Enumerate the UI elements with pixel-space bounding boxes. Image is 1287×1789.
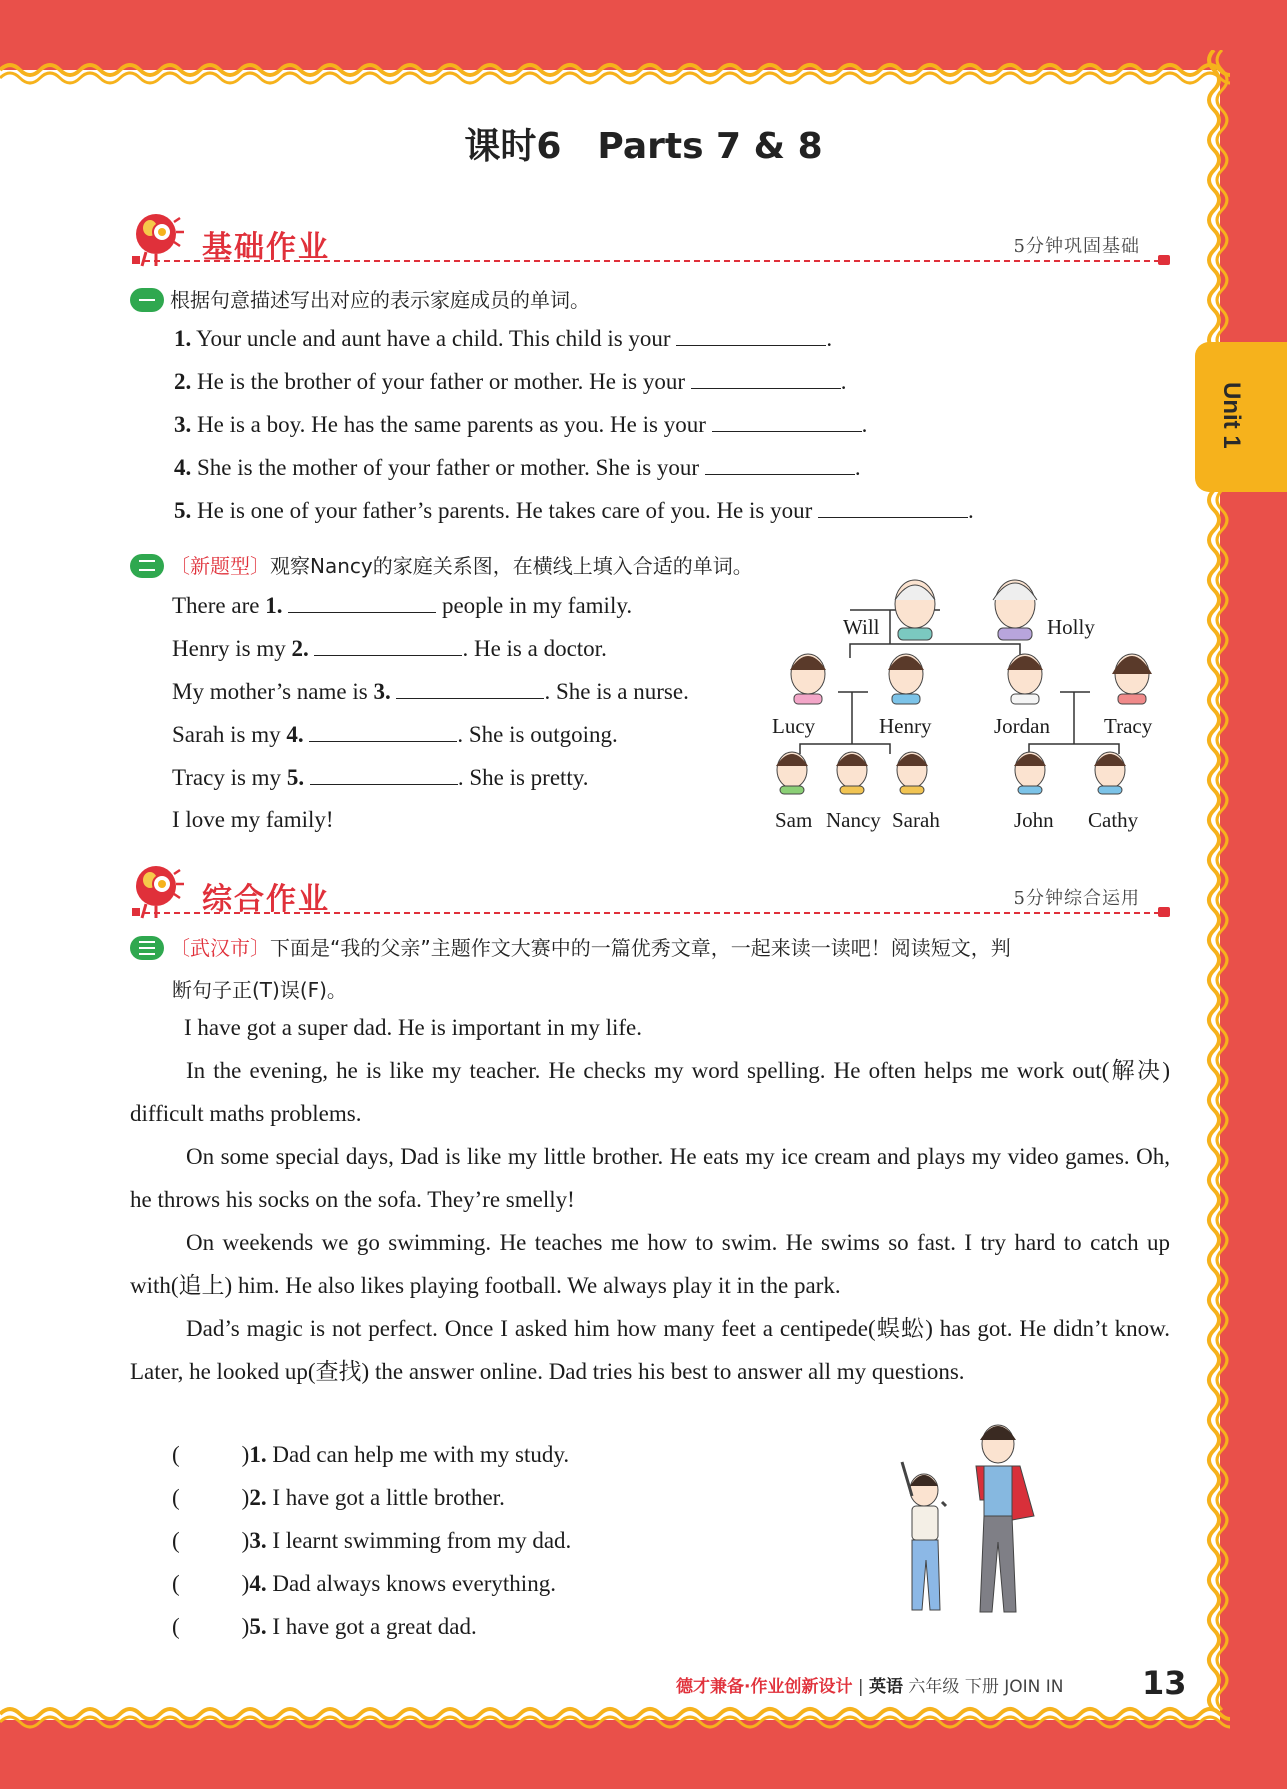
- family-label-lucy: Lucy: [772, 714, 816, 738]
- tf-statement-1: ( )1. Dad can help me with my study.: [172, 1442, 570, 1467]
- answer-paren[interactable]: [180, 1442, 242, 1462]
- q2-line-6: I love my family!: [172, 807, 334, 832]
- passage-paragraph-2: In the evening, he is like my teacher. He checks my word spelling. He often helps me work out(解决) difficult maths problems.: [130, 1058, 1170, 1126]
- passage-paragraph-4: On weekends we go swimming. He teaches me how to swim. He swims so fast. I try hard to catch up with(追上) him. He also likes playing football. We always play it in the park.: [130, 1230, 1170, 1298]
- footer-subject: 英语: [869, 1677, 904, 1697]
- footer: [676, 1672, 1064, 1697]
- answer-blank[interactable]: [314, 635, 462, 656]
- top-wave-border: [0, 50, 1230, 90]
- passage-paragraph-1: I have got a super dad. He is important in my life.: [184, 1015, 642, 1040]
- footer-brand: 德才兼备·作业创新设计: [676, 1677, 853, 1697]
- q1-badge: [130, 288, 164, 312]
- q3-instruction: [130, 932, 1011, 962]
- section-comprehensive-header: [130, 860, 1170, 930]
- q2-badge: [130, 554, 164, 578]
- family-label-nancy: Nancy: [826, 808, 881, 832]
- passage-paragraph-5: Dad’s magic is not perfect. Once I asked him how many feet a centipede(蜈蚣) has got. He didn’t know. Later, he looked up(查找) the answer online. Dad tries his best to answer all my questions.: [130, 1316, 1170, 1384]
- q1-item-5: 5. He is one of your father’s parents. He takes care of you. He is your .: [174, 498, 974, 523]
- family-label-tracy: Tracy: [1104, 714, 1153, 738]
- right-wave-border: [1200, 50, 1240, 1740]
- family-tree-figure: [760, 570, 1160, 840]
- tf-statement-4: ( )4. Dad always knows everything.: [172, 1571, 556, 1596]
- family-label-sam: Sam: [775, 808, 813, 832]
- answer-blank[interactable]: [676, 325, 826, 346]
- q1-item-3: 3. He is a boy. He has the same parents as you. He is your .: [174, 412, 868, 437]
- answer-paren[interactable]: [180, 1571, 242, 1591]
- answer-paren[interactable]: [180, 1614, 242, 1634]
- family-label-holly: Holly: [1047, 615, 1095, 639]
- family-label-sarah: Sarah: [892, 808, 940, 832]
- passage-paragraph-3: On some special days, Dad is like my little brother. He eats my ice cream and plays my video games. Oh, he throws his socks on the sofa. They’re smelly!: [130, 1144, 1170, 1212]
- q1-item-2: 2. He is the brother of your father or mother. He is your .: [174, 369, 847, 394]
- q2-line-1: There are 1. people in my family.: [172, 593, 633, 618]
- q3-instruction-line1: 下面是“我的父亲”主题作文大赛中的一篇优秀文章，一起来读一读吧！阅读短文，判: [270, 936, 1011, 960]
- tf-statement-3: ( )3. I learnt swimming from my dad.: [172, 1528, 572, 1553]
- answer-blank[interactable]: [309, 721, 457, 742]
- section-basic-subtitle: 5分钟巩固基础: [1013, 236, 1140, 257]
- tf-statement-5: ( )5. I have got a great dad.: [172, 1614, 477, 1639]
- footer-volume: 下册: [964, 1677, 999, 1697]
- answer-blank[interactable]: [310, 764, 458, 785]
- answer-blank[interactable]: [691, 368, 841, 389]
- footer-separator: |: [857, 1677, 864, 1697]
- page-number: 13: [1142, 1664, 1187, 1702]
- q3-tag: 〔武汉市〕: [170, 936, 270, 960]
- answer-blank[interactable]: [818, 497, 968, 518]
- section-comprehensive-title: 综合作业: [202, 882, 330, 917]
- answer-paren[interactable]: [180, 1528, 242, 1548]
- q1-item-1: 1. Your uncle and aunt have a child. This child is your .: [174, 326, 833, 351]
- section-basic-header: [130, 208, 1170, 278]
- q1-instruction-text: 根据句意描述写出对应的表示家庭成员的单词。: [170, 288, 590, 312]
- q2-line-3: My mother’s name is 3. . She is a nurse.: [172, 679, 689, 704]
- unit-tab-label: Unit 1: [1218, 382, 1245, 449]
- family-label-jordan: Jordan: [994, 714, 1050, 738]
- q2-line-5: Tracy is my 5. . She is pretty.: [172, 765, 589, 790]
- page-title: 课时6 Parts 7 & 8: [464, 126, 823, 167]
- answer-paren[interactable]: [180, 1485, 242, 1505]
- answer-blank[interactable]: [396, 678, 544, 699]
- family-label-cathy: Cathy: [1088, 808, 1139, 832]
- section-comprehensive-subtitle: 5分钟综合运用: [1013, 888, 1140, 909]
- q2-instruction-text: 观察Nancy的家庭关系图，在横线上填入合适的单词。: [270, 554, 753, 578]
- answer-blank[interactable]: [288, 592, 436, 613]
- q3-instruction-line2: 断句子正(T)误(F)。: [172, 978, 347, 1002]
- footer-grade: 六年级: [908, 1677, 960, 1697]
- q1-item-4: 4. She is the mother of your father or mother. She is your .: [174, 455, 861, 480]
- q2-tag: 〔新题型〕: [170, 554, 270, 578]
- tf-statement-2: ( )2. I have got a little brother.: [172, 1485, 505, 1510]
- footer-edition: JOIN IN: [1004, 1677, 1064, 1697]
- family-label-will: Will: [843, 615, 880, 639]
- q1-instruction: [130, 284, 590, 314]
- family-label-john: John: [1014, 808, 1054, 832]
- q2-line-4: Sarah is my 4. . She is outgoing.: [172, 722, 618, 747]
- answer-blank[interactable]: [712, 411, 862, 432]
- q2-instruction: [130, 550, 753, 580]
- bottom-wave-border: [0, 1700, 1230, 1740]
- q2-line-2: Henry is my 2. . He is a doctor.: [172, 636, 607, 661]
- q3-badge: [130, 936, 164, 960]
- answer-blank[interactable]: [705, 454, 855, 475]
- dad-and-child-illustration: [880, 1422, 1060, 1622]
- family-label-henry: Henry: [879, 714, 932, 738]
- unit-tab: [1195, 342, 1287, 492]
- section-basic-title: 基础作业: [202, 230, 330, 265]
